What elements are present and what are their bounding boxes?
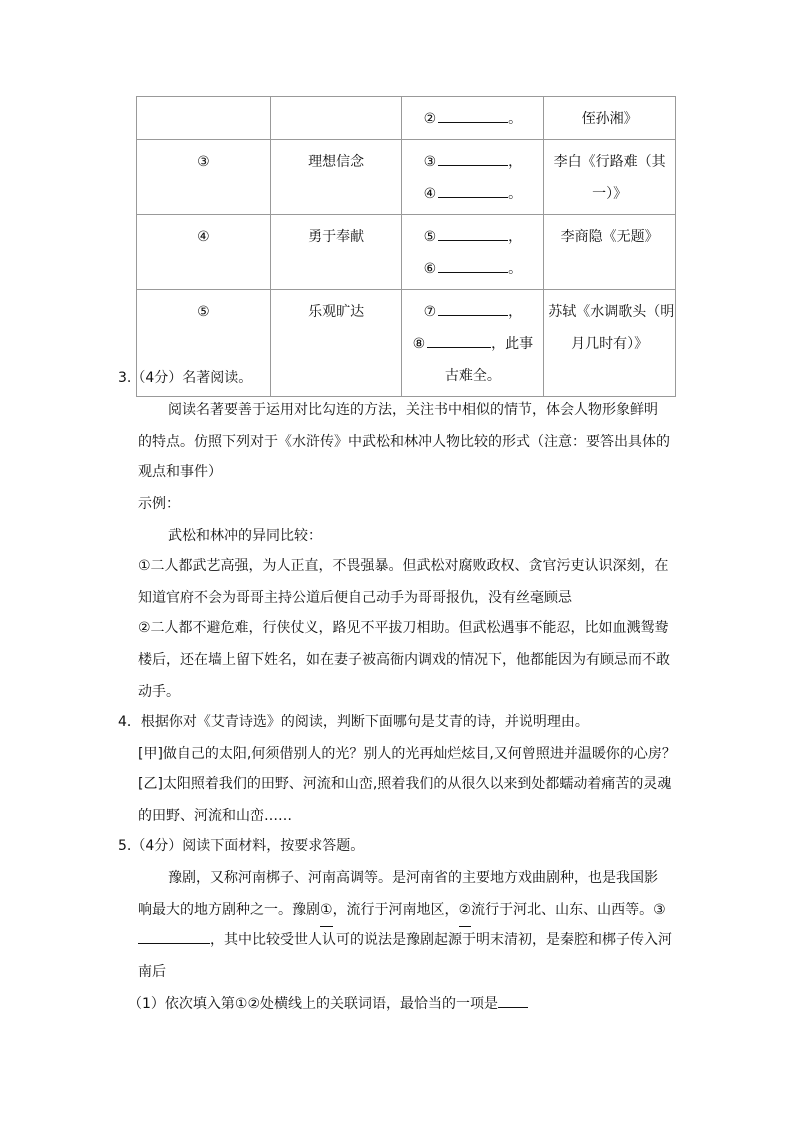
table-cell: 苏轼《水调歌头（明 月几时有）》 (544, 290, 676, 397)
answer-blank[interactable] (438, 108, 508, 123)
q3-example-item: ①二人都武艺高强，为人正直，不畏强暴。但武松对腐败政权、贪官污吏认识深刻，在 (138, 558, 669, 574)
answer-blank[interactable] (438, 151, 508, 166)
q5-title: 5.（4分）阅读下面材料，按要求答题。 (118, 838, 365, 854)
q5-text: 南后 (138, 964, 166, 980)
table-cell: ③ (137, 140, 271, 215)
q3-example-item: ②二人都不避危难，行侠仗义，路见不平拔刀相助。但武松遇事不能忍，比如血溅鸳鸯 (138, 620, 669, 636)
table-cell: ⑤ (137, 290, 271, 397)
table-cell: 勇于奉献 (270, 215, 402, 290)
q3-example-label: 示例： (138, 496, 180, 512)
table-cell: ④ (137, 215, 271, 290)
q5-text: 豫剧，又称河南梆子、河南高调等。是河南省的主要地方戏曲剧种，也是我国影 (168, 870, 658, 886)
q5-subquestion: （1）依次填入第①②处横线上的关联词语，最恰当的一项是 (128, 988, 688, 1020)
blank-marker-1[interactable]: ① (320, 894, 333, 927)
table-cell: 侄孙湘》 (544, 97, 676, 140)
q3-title: 3.（4分）名著阅读。 (118, 370, 253, 386)
q4-option-b: [乙]太阳照着我们的田野、河流和山峦,照着我们的从很久以来到处都蠕动着痛苦的灵魂 (138, 776, 672, 792)
answer-blank[interactable] (138, 929, 210, 944)
q3-text: 观点和事件） (138, 464, 222, 480)
table-cell: 理想信念 (270, 140, 402, 215)
answer-blank[interactable] (438, 226, 508, 241)
q3-example-item: 知道官府不会为哥哥主持公道后便自己动手为哥哥报仇，没有丝毫顾忌 (138, 590, 572, 606)
answer-blank[interactable] (438, 258, 508, 273)
table-cell: 李商隐《无题》 (544, 215, 676, 290)
table-cell (137, 97, 271, 140)
table-row (137, 97, 676, 140)
table-cell: ② 。 (402, 97, 544, 140)
q3-example-item: 楼后，还在墙上留下姓名，如在妻子被高衙内调戏的情况下，他都能因为有顾忌而不敢 (138, 652, 670, 668)
table-cell: 李白《行路难（其 一）》 (544, 140, 676, 215)
table-cell: 乐观旷达 (270, 290, 402, 397)
q3-text: 阅读名著要善于运用对比勾连的方法，关注书中相似的情节，体会人物形象鲜明 (168, 402, 658, 418)
q4-option-b: 的田野、河流和山峦…… (138, 808, 292, 824)
table-cell: ③ ， ④ 。 (402, 140, 544, 215)
q3-text: 的特点。仿照下列对于《水浒传》中武松和林冲人物比较的形式（注意：要答出具体的 (138, 434, 670, 450)
q5-text: ，其中比较受世人认可的说法是豫剧起源于明末清初，是秦腔和梆子传入河 (118, 924, 698, 956)
table-cell (270, 97, 402, 140)
q3-example-item: 动手。 (138, 684, 180, 700)
q4-title: 4．根据你对《艾青诗选》的阅读，判断下面哪句是艾青的诗，并说明理由。 (118, 714, 589, 730)
q4-option-a: [甲]做自己的太阳,何须借别人的光？别人的光再灿烂炫目,又何曾照进并温暖你的心房？ (138, 746, 676, 762)
table-cell: ⑤ ， ⑥ 。 (402, 215, 544, 290)
q3-example-heading: 武松和林冲的异同比较： (168, 528, 322, 544)
table-row (137, 140, 676, 215)
answer-blank[interactable] (427, 333, 491, 348)
answer-blank[interactable] (438, 183, 508, 198)
answer-blank[interactable] (438, 301, 508, 316)
q5-text: 响最大的地方剧种之一。豫剧①，流行于河南地区，②流行于河北、山东、山西等。③ (118, 894, 698, 927)
answer-blank[interactable] (498, 993, 528, 1008)
table-row (137, 215, 676, 290)
table-cell: ⑦ ， ⑧ ，此事 古难全。 (402, 290, 544, 397)
blank-marker-2[interactable]: ② (459, 894, 472, 927)
poetry-table (136, 96, 676, 397)
